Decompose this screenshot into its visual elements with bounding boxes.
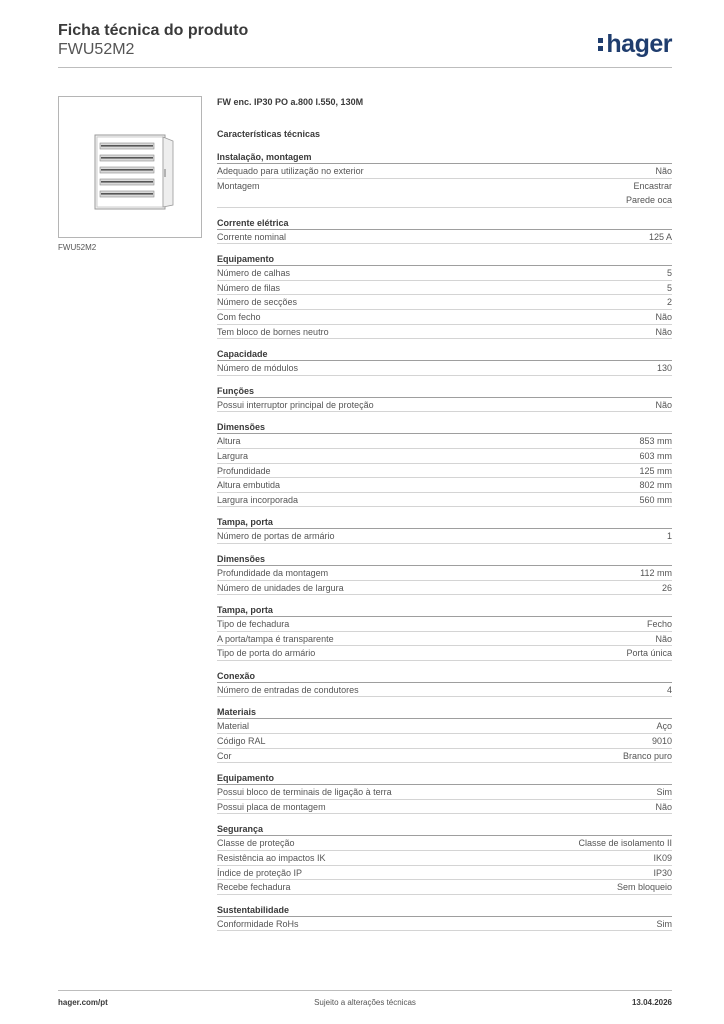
section-title: Materiais <box>217 705 672 719</box>
spec-value-line: 125 A <box>648 231 672 242</box>
spec-label: Altura embutida <box>217 480 281 491</box>
spec-label: Código RAL <box>217 736 266 747</box>
spec-value-line: 1 <box>666 531 672 542</box>
spec-row <box>217 361 672 376</box>
spec-value-line: 125 mm <box>639 465 672 476</box>
spec-section <box>217 252 672 339</box>
spec-row <box>217 836 672 851</box>
spec-value <box>657 917 673 931</box>
header-divider <box>58 67 672 68</box>
footer-date: 13.04.2026 <box>631 998 672 1007</box>
spec-row <box>217 281 672 296</box>
spec-value-line: Aço <box>656 721 672 732</box>
spec-value-line: 603 mm <box>639 450 672 461</box>
spec-label: Corrente nominal <box>217 231 287 242</box>
spec-value <box>639 449 672 463</box>
section-title: Dimensões <box>217 552 672 566</box>
footer-website: hager.com/pt <box>58 998 108 1007</box>
spec-value-line: 112 mm <box>640 567 672 578</box>
spec-row <box>217 749 672 764</box>
spec-value-line: Não <box>655 399 672 410</box>
section-title: Funções <box>217 384 672 398</box>
spec-label: Índice de proteção IP <box>217 867 303 878</box>
spec-value-line: Sem bloqueio <box>616 882 672 893</box>
section-title: Sustentabilidade <box>217 903 672 917</box>
spec-section <box>217 420 672 507</box>
spec-row <box>217 566 672 581</box>
spec-value-line: Classe de isolamento II <box>578 838 672 849</box>
spec-row <box>217 529 672 544</box>
spec-label: Número de filas <box>217 282 281 293</box>
spec-label: Número de unidades de largura <box>217 582 344 593</box>
spec-row <box>217 493 672 508</box>
spec-label: Recebe fechadura <box>217 882 291 893</box>
spec-value <box>662 581 672 595</box>
spec-row <box>217 646 672 661</box>
spec-row <box>217 785 672 800</box>
spec-row <box>217 851 672 866</box>
section-title: Dimensões <box>217 420 672 434</box>
logo-colon-icon <box>598 32 604 54</box>
spec-value-line: 853 mm <box>639 436 672 447</box>
spec-row <box>217 464 672 479</box>
spec-row <box>217 398 672 413</box>
spec-section <box>217 384 672 413</box>
spec-label: Possui bloco de terminais de ligação à terra <box>217 787 392 798</box>
spec-row <box>217 800 672 815</box>
hager-logo <box>598 30 672 59</box>
spec-label: Possui placa de montagem <box>217 801 326 812</box>
spec-value <box>617 880 672 894</box>
spec-value-line: IP30 <box>653 867 672 878</box>
spec-value <box>667 683 672 697</box>
spec-label: Largura <box>217 450 249 461</box>
spec-label: Cor <box>217 750 232 761</box>
page-footer <box>58 998 672 1010</box>
spec-value <box>639 434 672 448</box>
distribution-cabinet-icon <box>59 97 201 237</box>
spec-label: Profundidade <box>217 465 271 476</box>
spec-section <box>217 669 672 698</box>
spec-value-line: 130 <box>656 363 672 374</box>
spec-value-line: Fecho <box>646 619 672 630</box>
footer-divider <box>58 990 672 991</box>
spec-section <box>217 603 672 661</box>
spec-value-line: Parede oca <box>625 194 672 205</box>
spec-row <box>217 164 672 179</box>
spec-row <box>217 310 672 325</box>
spec-value-line: 2 <box>666 297 672 308</box>
spec-label: Número de módulos <box>217 363 299 374</box>
logo-text: hager <box>606 30 672 58</box>
spec-label: Número de secções <box>217 297 298 308</box>
spec-value-line: Não <box>655 326 672 337</box>
spec-value <box>647 617 672 631</box>
spec-row <box>217 325 672 340</box>
spec-section <box>217 347 672 376</box>
spec-row <box>217 266 672 281</box>
spec-value <box>639 464 672 478</box>
spec-section <box>217 552 672 595</box>
spec-row <box>217 581 672 596</box>
footer-notice: Sujeito a alterações técnicas <box>314 998 416 1007</box>
spec-row <box>217 683 672 698</box>
product-name: FW enc. IP30 PO a.800 l.550, 130M <box>217 97 364 107</box>
spec-value-line: 9010 <box>651 736 672 747</box>
spec-row <box>217 230 672 245</box>
spec-label: Montagem <box>217 180 260 191</box>
spec-value <box>655 398 672 412</box>
spec-label: Profundidade da montagem <box>217 567 329 578</box>
spec-section <box>217 705 672 763</box>
spec-row <box>217 434 672 449</box>
spec-label: Tipo de fechadura <box>217 619 290 630</box>
section-title: Corrente elétrica <box>217 216 672 230</box>
spec-value <box>656 719 672 733</box>
spec-section <box>217 771 672 814</box>
spec-row <box>217 478 672 493</box>
spec-value-line: Não <box>655 311 672 322</box>
spec-value-line: 5 <box>666 268 672 279</box>
spec-value <box>640 566 672 580</box>
spec-value-line: 5 <box>666 282 672 293</box>
spec-value <box>626 646 672 660</box>
spec-row <box>217 880 672 895</box>
spec-value-line: Sim <box>656 787 672 798</box>
spec-value-line: Encastrar <box>633 180 672 191</box>
spec-value <box>578 836 672 850</box>
spec-value <box>626 179 672 207</box>
spec-value <box>655 325 672 339</box>
section-title: Tampa, porta <box>217 515 672 529</box>
spec-row <box>217 295 672 310</box>
spec-label: Resistência ao impactos IK <box>217 853 326 864</box>
spec-value <box>657 361 672 375</box>
spec-value <box>655 310 672 324</box>
spec-label: Tipo de porta do armário <box>217 648 316 659</box>
spec-value <box>639 478 672 492</box>
spec-label: A porta/tampa é transparente <box>217 633 334 644</box>
spec-row <box>217 917 672 932</box>
spec-section <box>217 822 672 894</box>
spec-value-line: Sim <box>656 918 672 929</box>
spec-section <box>217 515 672 544</box>
spec-value <box>655 164 672 178</box>
spec-label: Número de entradas de condutores <box>217 684 359 695</box>
spec-label: Classe de proteção <box>217 838 295 849</box>
section-title: Conexão <box>217 669 672 683</box>
spec-value <box>649 230 672 244</box>
characteristics-heading: Características técnicas <box>217 129 321 139</box>
section-title: Segurança <box>217 822 672 836</box>
spec-value <box>667 281 672 295</box>
spec-value-line: Não <box>655 633 672 644</box>
spec-label: Conformidade RoHs <box>217 918 299 929</box>
spec-section <box>217 216 672 245</box>
spec-label: Altura <box>217 436 241 447</box>
section-title: Equipamento <box>217 252 672 266</box>
product-image-caption: FWU52M2 <box>58 243 97 252</box>
spec-label: Possui interruptor principal de proteção <box>217 399 374 410</box>
spec-label: Adequado para utilização no exterior <box>217 166 364 176</box>
spec-value-line: Não <box>655 166 672 176</box>
spec-row <box>217 449 672 464</box>
spec-value <box>653 851 672 865</box>
spec-row <box>217 632 672 647</box>
spec-value <box>657 785 673 799</box>
section-title: Instalação, montagem <box>217 150 672 164</box>
spec-row <box>217 719 672 734</box>
spec-value <box>652 734 672 748</box>
page-header <box>58 22 672 70</box>
spec-value-line: 560 mm <box>639 494 672 505</box>
spec-row <box>217 866 672 881</box>
product-reference: FWU52M2 <box>58 41 135 58</box>
spec-value <box>623 749 672 763</box>
spec-row <box>217 734 672 749</box>
spec-value <box>667 295 672 309</box>
section-title: Capacidade <box>217 347 672 361</box>
spec-label: Número de portas de armário <box>217 531 335 542</box>
spec-value-line: Porta única <box>626 648 672 659</box>
spec-content <box>217 96 672 931</box>
spec-row <box>217 179 672 208</box>
spec-value <box>667 529 672 543</box>
spec-value-line: Branco puro <box>622 750 672 761</box>
spec-row <box>217 617 672 632</box>
spec-label: Com fecho <box>217 311 261 322</box>
page-title: Ficha técnica do produto <box>58 22 249 39</box>
spec-section <box>217 150 672 208</box>
spec-value <box>655 632 672 646</box>
spec-value-line: Não <box>655 801 672 812</box>
spec-value <box>655 800 672 814</box>
spec-label: Material <box>217 721 250 732</box>
spec-label: Largura incorporada <box>217 494 299 505</box>
spec-value-line: 802 mm <box>639 480 672 491</box>
spec-label: Número de calhas <box>217 268 291 279</box>
spec-sections <box>217 150 672 931</box>
section-title: Equipamento <box>217 771 672 785</box>
product-image <box>58 96 202 238</box>
spec-value-line: 4 <box>666 684 672 695</box>
section-title: Tampa, porta <box>217 603 672 617</box>
spec-value-line: 26 <box>661 582 672 593</box>
spec-value <box>667 266 672 280</box>
spec-value <box>653 866 672 880</box>
spec-section <box>217 903 672 932</box>
spec-label: Tem bloco de bornes neutro <box>217 326 329 337</box>
spec-value-line: IK09 <box>653 853 672 864</box>
spec-value <box>639 493 672 507</box>
